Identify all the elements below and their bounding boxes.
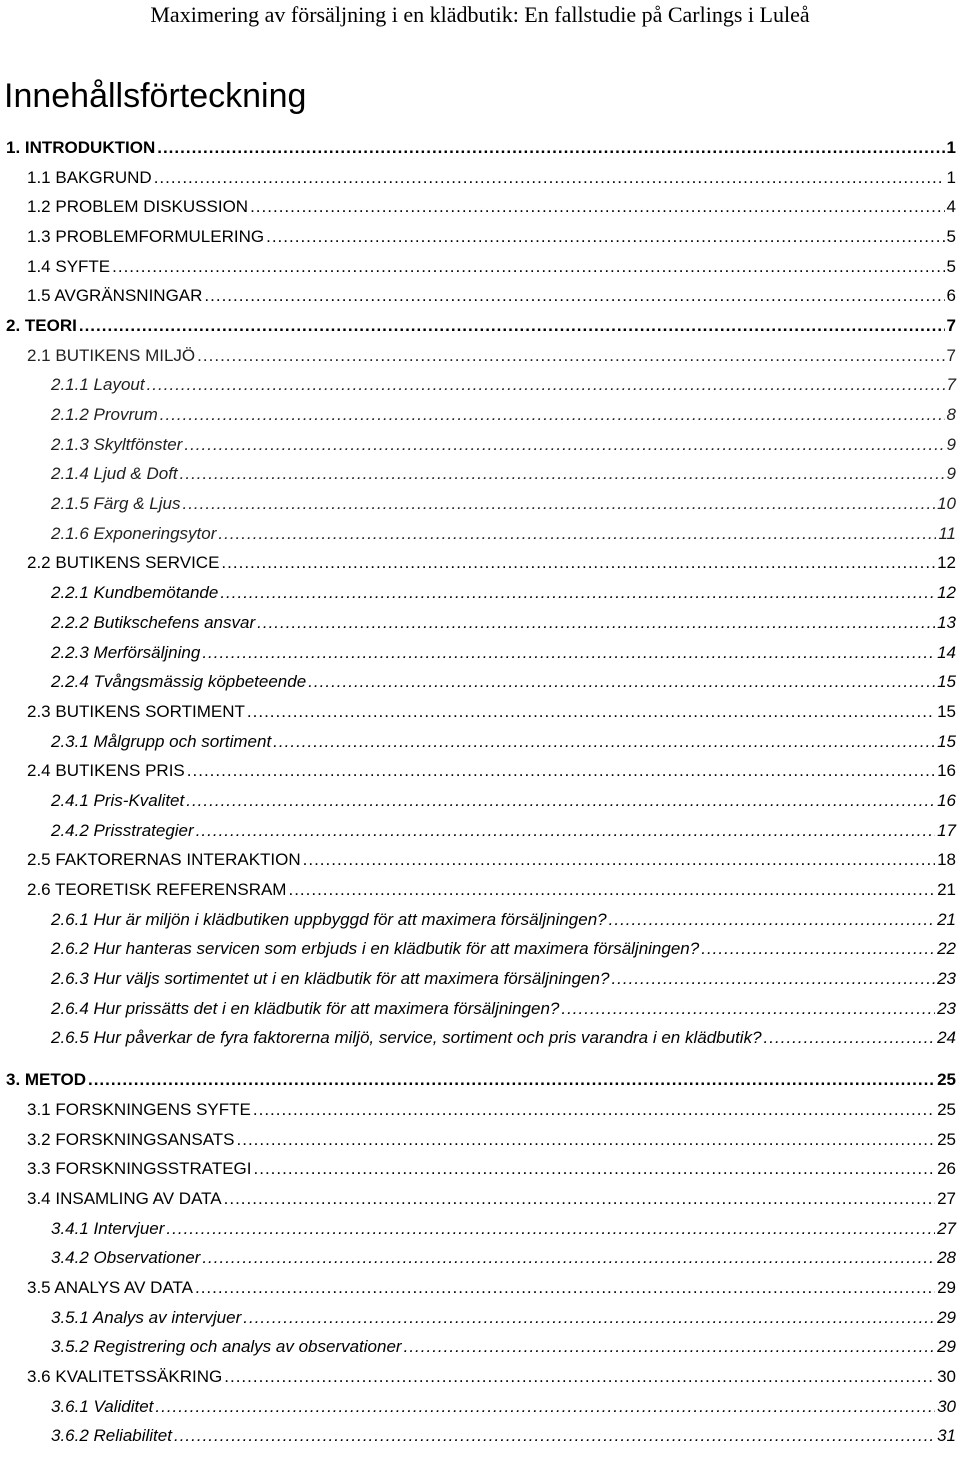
- toc-entry-page: 7: [946, 375, 956, 395]
- toc-entry[interactable]: [0, 1243, 960, 1273]
- toc-entry[interactable]: [0, 816, 960, 846]
- dot-leader: [247, 702, 935, 722]
- toc-entry-label: 3.6.1 Validitet: [51, 1396, 154, 1416]
- toc-entry-page: 7: [946, 315, 956, 335]
- dot-leader: [308, 672, 935, 692]
- toc-entry[interactable]: [0, 400, 960, 430]
- toc-entry[interactable]: [0, 1392, 960, 1422]
- toc-entry-page: 1: [946, 167, 956, 187]
- toc-entry-page: 5: [946, 226, 956, 246]
- toc-entry-label: 2.1 BUTIKENS MILJÖ: [27, 345, 196, 365]
- toc-entry[interactable]: [0, 638, 960, 668]
- toc-entry-page: 21: [937, 909, 956, 929]
- toc-entry-label: 3.5.2 Registrering och analys av observationer: [51, 1337, 402, 1357]
- dot-leader: [155, 1397, 935, 1417]
- toc-entry-page: 18: [937, 850, 956, 870]
- dot-leader: [174, 1426, 935, 1446]
- dot-leader: [611, 969, 935, 989]
- toc-entry-page: 12: [937, 583, 956, 603]
- dot-leader: [184, 435, 944, 455]
- dot-leader: [196, 821, 935, 841]
- toc-entry-label: 3.4 INSAMLING AV DATA: [27, 1188, 222, 1208]
- dot-leader: [243, 1308, 935, 1328]
- toc-entry-page: 8: [946, 405, 956, 425]
- toc-entry-label: 2.1.4 Ljud & Doft: [51, 464, 178, 484]
- toc-entry-label: 2.6.5 Hur påverkar de fyra faktorerna miljö, service, sortiment och pris varandra i en klädbutik?: [51, 1028, 762, 1048]
- toc-entry-label: 2.6.4 Hur prissätts det i en klädbutik för att maximera försäljningen?: [51, 998, 560, 1018]
- dot-leader: [266, 227, 944, 247]
- dot-leader: [187, 761, 935, 781]
- toc-entry[interactable]: [0, 1065, 960, 1095]
- toc-entry[interactable]: [0, 578, 960, 608]
- toc-entry-label: 2.3 BUTIKENS SORTIMENT: [27, 701, 245, 721]
- toc-entry[interactable]: [0, 1095, 960, 1125]
- dot-leader: [157, 138, 944, 158]
- dot-leader: [180, 464, 945, 484]
- toc-entry[interactable]: [0, 281, 960, 311]
- toc-entry[interactable]: [0, 549, 960, 579]
- toc-entry[interactable]: [0, 1184, 960, 1214]
- dot-leader: [202, 643, 935, 663]
- dot-leader: [186, 791, 935, 811]
- toc-entry[interactable]: [0, 222, 960, 252]
- toc-entry[interactable]: [0, 133, 960, 163]
- dot-leader: [237, 1130, 936, 1150]
- toc-entry-page: 5: [946, 256, 956, 276]
- toc-entry-page: 23: [937, 998, 956, 1018]
- toc-entry[interactable]: [0, 1362, 960, 1392]
- toc-entry-page: 25: [937, 1099, 956, 1119]
- toc-entry[interactable]: [0, 371, 960, 401]
- toc-entry-label: 2.1.1 Layout: [51, 375, 145, 395]
- toc-entry-label: 3. METOD: [6, 1070, 86, 1090]
- dot-leader: [221, 553, 935, 573]
- toc-entry[interactable]: [0, 1154, 960, 1184]
- dot-leader: [220, 583, 935, 603]
- toc-entry-label: 3.4.2 Observationer: [51, 1248, 201, 1268]
- toc-entry-page: 1: [946, 137, 956, 157]
- toc-entry-page: 7: [946, 345, 956, 365]
- toc-entry-label: 2.4 BUTIKENS PRIS: [27, 761, 185, 781]
- toc-entry-label: 2.2 BUTIKENS SERVICE: [27, 553, 220, 573]
- toc-entry-page: 30: [937, 1396, 956, 1416]
- toc-entry-page: 29: [937, 1277, 956, 1297]
- toc-entry-label: 2.6.3 Hur väljs sortimentet ut i en klädbutik för att maximera försäljningen?: [51, 969, 610, 989]
- dot-leader: [254, 1159, 936, 1179]
- dot-leader: [147, 375, 945, 395]
- toc-entry-label: 3.6 KVALITETSSÄKRING: [27, 1367, 223, 1387]
- toc-entry-label: 3.1 FORSKNINGENS SYFTE: [27, 1099, 251, 1119]
- dot-leader: [79, 316, 945, 336]
- dot-leader: [224, 1367, 935, 1387]
- toc-entry-label: 2.1.3 Skyltfönster: [51, 434, 183, 454]
- toc-entry[interactable]: [0, 727, 960, 757]
- toc-entry[interactable]: [0, 489, 960, 519]
- dot-leader: [253, 1100, 935, 1120]
- dot-leader: [160, 405, 945, 425]
- toc-entry[interactable]: [0, 786, 960, 816]
- toc-entry-label: 2.3.1 Målgrupp och sortiment: [51, 731, 272, 751]
- toc-entry-label: 2. TEORI: [6, 315, 77, 335]
- dot-leader: [257, 613, 935, 633]
- toc-entry-label: 2.6.2 Hur hanteras servicen som erbjuds i en klädbutik för att maximera försäljningen?: [51, 939, 700, 959]
- toc-entry-label: 1.2 PROBLEM DISKUSSION: [27, 197, 249, 217]
- toc-entry[interactable]: [0, 460, 960, 490]
- toc-entry-page: 17: [937, 820, 956, 840]
- toc-entry-label: 1.3 PROBLEMFORMULERING: [27, 226, 265, 246]
- section-gap: [0, 1053, 960, 1065]
- toc-entry-page: 10: [937, 494, 956, 514]
- toc-entry-label: 2.1.2 Provrum: [51, 405, 158, 425]
- dot-leader: [154, 168, 945, 188]
- dot-leader: [88, 1070, 935, 1090]
- toc-entry-page: 28: [937, 1248, 956, 1268]
- toc-entry[interactable]: [0, 1024, 960, 1054]
- toc-entry[interactable]: [0, 875, 960, 905]
- toc-entry-page: 24: [937, 1028, 956, 1048]
- toc-entry-label: 2.2.4 Tvångsmässig köpbeteende: [51, 672, 307, 692]
- toc-entry-page: 27: [937, 1188, 956, 1208]
- toc-entry-label: 1.1 BAKGRUND: [27, 167, 152, 187]
- toc-entry-page: 23: [937, 969, 956, 989]
- toc-entry-page: 16: [937, 790, 956, 810]
- toc-entry-label: 2.6 TEORETISK REFERENSRAM: [27, 880, 287, 900]
- toc-entry-page: 15: [937, 731, 956, 751]
- toc-entry[interactable]: [0, 1422, 960, 1452]
- toc-entry[interactable]: [0, 1333, 960, 1363]
- toc-entry-page: 13: [937, 612, 956, 632]
- dot-leader: [224, 1189, 935, 1209]
- toc-entry[interactable]: [0, 935, 960, 965]
- toc-entry[interactable]: [0, 667, 960, 697]
- toc-entry[interactable]: [0, 608, 960, 638]
- toc-entry-label: 1.4 SYFTE: [27, 256, 111, 276]
- toc-entry[interactable]: [0, 964, 960, 994]
- dot-leader: [273, 732, 935, 752]
- toc-entry[interactable]: [0, 846, 960, 876]
- dot-leader: [218, 524, 936, 544]
- toc-entry[interactable]: [0, 697, 960, 727]
- toc-entry-label: 3.6.2 Reliabilitet: [51, 1426, 172, 1446]
- toc-entry-label: 2.2.1 Kundbemötande: [51, 583, 219, 603]
- toc-entry[interactable]: [0, 311, 960, 341]
- dot-leader: [764, 1028, 936, 1048]
- dot-leader: [250, 197, 944, 217]
- running-header: Maximering av försäljning i en klädbutik: En fallstudie på Carlings i Luleå: [150, 2, 810, 27]
- toc-entry[interactable]: [0, 341, 960, 371]
- toc-entry-page: 26: [937, 1159, 956, 1179]
- toc-entry[interactable]: [0, 252, 960, 282]
- dot-leader: [112, 257, 944, 277]
- toc-entry-page: 15: [937, 672, 956, 692]
- toc-entry-page: 29: [937, 1307, 956, 1327]
- toc-entry-page: 27: [937, 1218, 956, 1238]
- toc-entry-page: 21: [937, 880, 956, 900]
- dot-leader: [202, 1248, 935, 1268]
- toc-entry[interactable]: [0, 1273, 960, 1303]
- toc-entry-label: 2.4.2 Prisstrategier: [51, 820, 194, 840]
- toc-entry-label: 2.6.1 Hur är miljön i klädbutiken uppbyggd för att maximera försäljningen?: [51, 909, 607, 929]
- toc-entry-page: 6: [946, 286, 956, 306]
- toc-entry-label: 2.1.6 Exponeringsytor: [51, 523, 217, 543]
- toc-entry[interactable]: [0, 994, 960, 1024]
- dot-leader: [561, 999, 935, 1019]
- toc-entry-label: 3.3 FORSKNINGSSTRATEGI: [27, 1159, 252, 1179]
- toc-entry-label: 2.5 FAKTORERNAS INTERAKTION: [27, 850, 301, 870]
- toc-entry[interactable]: [0, 905, 960, 935]
- dot-leader: [195, 1278, 935, 1298]
- toc-entry-label: 3.5 ANALYS AV DATA: [27, 1277, 193, 1297]
- toc-entry[interactable]: [0, 756, 960, 786]
- toc-entry-page: 14: [937, 642, 956, 662]
- toc-entry-label: 2.2.2 Butikschefens ansvar: [51, 612, 256, 632]
- toc-entry-page: 9: [946, 434, 956, 454]
- table-of-contents: [0, 133, 960, 1451]
- toc-entry[interactable]: [0, 1214, 960, 1244]
- dot-leader: [609, 910, 935, 930]
- dot-leader: [701, 939, 935, 959]
- toc-entry-page: 31: [937, 1426, 956, 1446]
- dot-leader: [404, 1337, 935, 1357]
- toc-entry-label: 3.4.1 Intervjuer: [51, 1218, 165, 1238]
- toc-entry-label: 3.5.1 Analys av intervjuer: [51, 1307, 242, 1327]
- dot-leader: [303, 850, 935, 870]
- toc-entry-label: 1. INTRODUKTION: [6, 137, 156, 157]
- toc-entry-page: 4: [946, 197, 956, 217]
- toc-entry[interactable]: [0, 519, 960, 549]
- toc-entry-page: 11: [938, 523, 956, 543]
- toc-entry-label: 1.5 AVGRÄNSNINGAR: [27, 286, 203, 306]
- dot-leader: [288, 880, 935, 900]
- toc-entry-page: 25: [937, 1129, 956, 1149]
- toc-entry-label: 2.2.3 Merförsäljning: [51, 642, 201, 662]
- dot-leader: [197, 346, 944, 366]
- toc-entry-page: 29: [937, 1337, 956, 1357]
- toc-entry-label: 2.1.5 Färg & Ljus: [51, 494, 181, 514]
- toc-entry[interactable]: [0, 192, 960, 222]
- dot-leader: [182, 494, 935, 514]
- dot-leader: [166, 1219, 935, 1239]
- toc-entry[interactable]: [0, 1125, 960, 1155]
- toc-entry-label: 3.2 FORSKNINGSANSATS: [27, 1129, 235, 1149]
- toc-entry-page: 15: [937, 701, 956, 721]
- toc-entry[interactable]: [0, 430, 960, 460]
- toc-entry[interactable]: [0, 1303, 960, 1333]
- toc-entry-page: 22: [937, 939, 956, 959]
- toc-entry[interactable]: [0, 163, 960, 193]
- dot-leader: [204, 286, 944, 306]
- toc-entry-page: 30: [937, 1367, 956, 1387]
- toc-entry-page: 12: [937, 553, 956, 573]
- toc-entry-label: 2.4.1 Pris-Kvalitet: [51, 790, 185, 810]
- toc-entry-page: 16: [937, 761, 956, 781]
- toc-entry-page: 25: [937, 1070, 956, 1090]
- toc-entry-page: 9: [946, 464, 956, 484]
- page-title: Innehållsförteckning: [4, 77, 307, 115]
